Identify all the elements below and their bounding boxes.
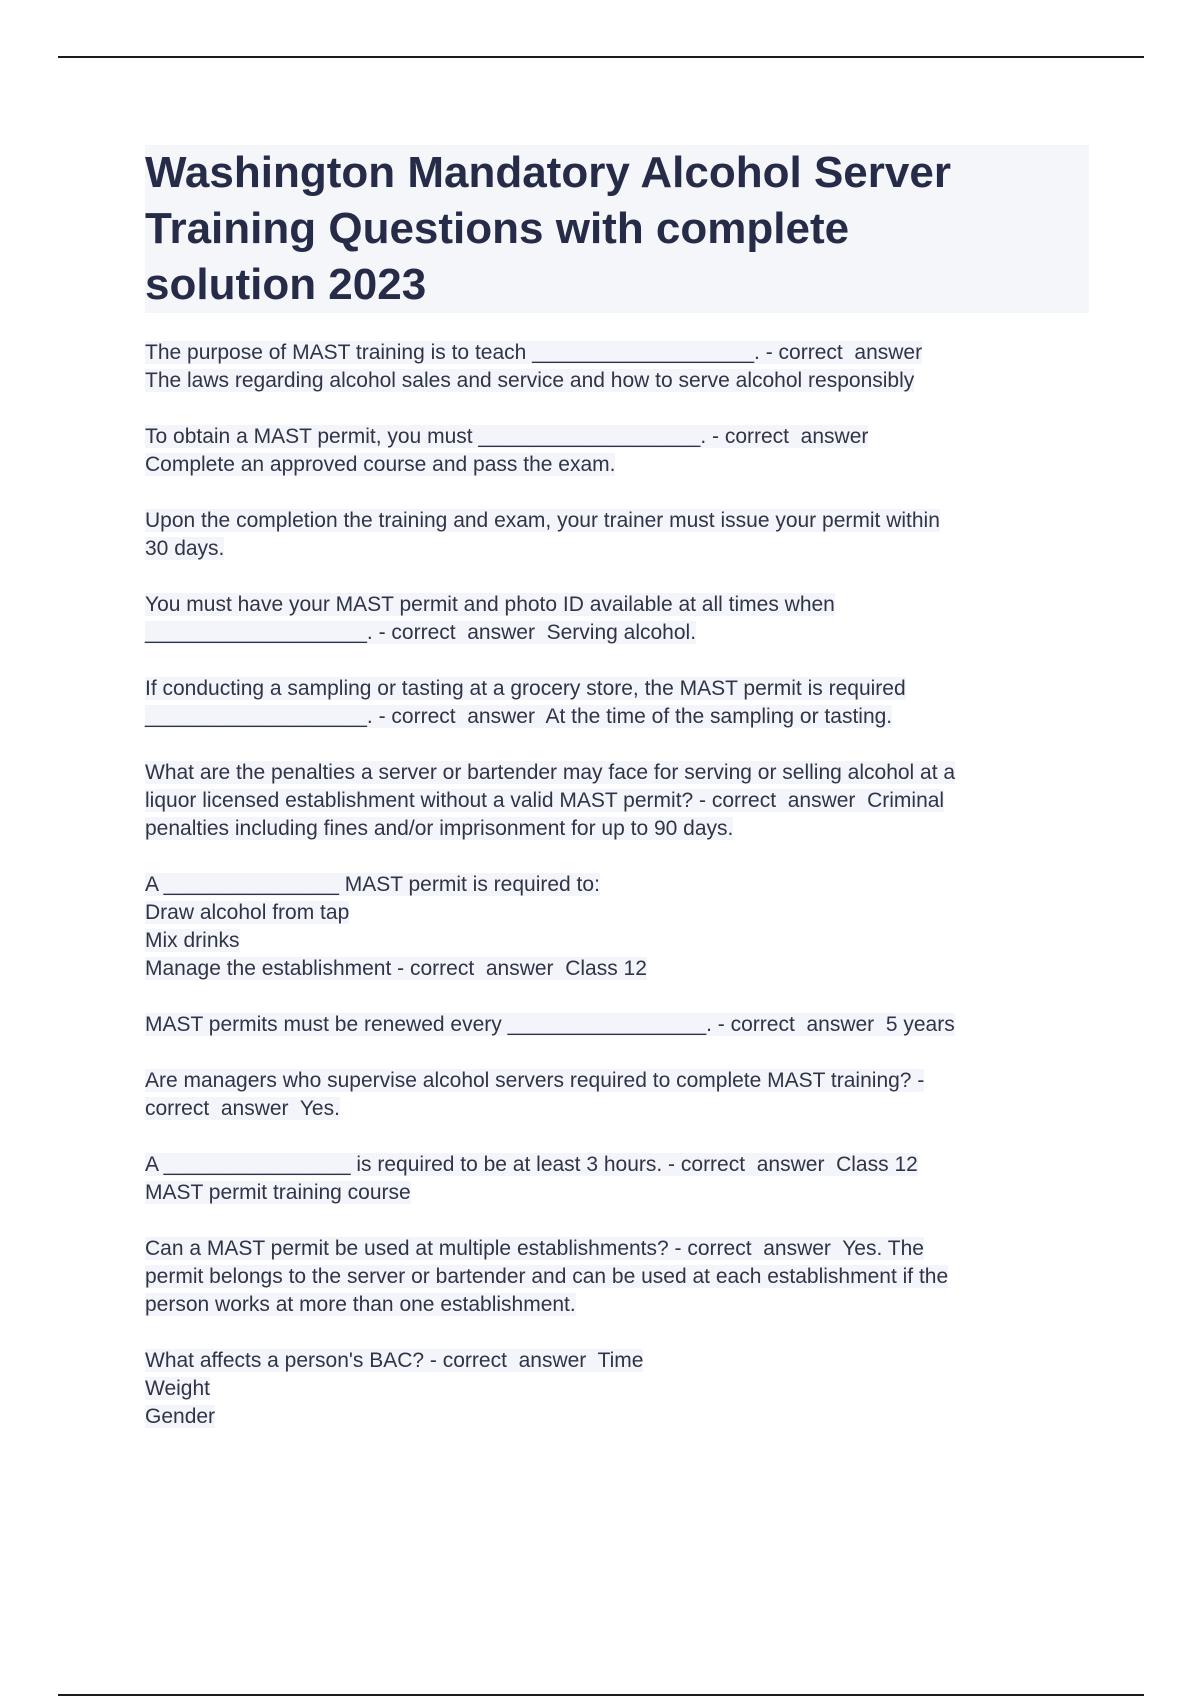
title-block [145,145,1089,313]
qa-line [145,1095,1085,1123]
qa-line-text: What affects a person's BAC? - correct answer Time [145,1349,644,1372]
title-line: solution 2023 [145,260,427,309]
qa-line-text: permit belongs to the server or bartender and can be used at each establishment if the [145,1265,949,1288]
qa-line [145,591,1085,619]
qa-line [145,1291,1085,1319]
qa-line-text: Manage the establishment - correct answer Class 12 [145,957,647,980]
qa-line-text: Mix drinks [145,929,240,952]
document-title [145,145,1089,313]
qa-line-text: Weight [145,1377,210,1400]
qa-line [145,675,1085,703]
qa-line [145,339,1085,367]
qa-line [145,423,1085,451]
qa-line [145,1403,1085,1431]
qa-line-text: Can a MAST permit be used at multiple establishments? - correct answer Yes. The [145,1237,924,1260]
qa-line [145,815,1085,843]
title-line: Washington Mandatory Alcohol Server [145,148,951,197]
qa-line-text: What are the penalties a server or bartender may face for serving or selling alcohol at a [145,761,956,784]
qa-line [145,927,1085,955]
qa-line-text: correct answer Yes. [145,1097,340,1120]
qa-line [145,535,1085,563]
qa-line [145,507,1085,535]
qa-line [145,451,1085,479]
qa-line-text: The purpose of MAST training is to teach ___________________. - correct answer [145,341,923,364]
qa-line-text: MAST permits must be renewed every _________________. - correct answer 5 years [145,1013,955,1036]
bottom-rule [58,1694,1144,1696]
qa-line-text: penalties including fines and/or imprisonment for up to 90 days. [145,817,734,840]
qa-line-text: Complete an approved course and pass the exam. [145,453,616,476]
qa-line [145,1347,1085,1375]
qa-item [145,339,1085,395]
qa-line-text: liquor licensed establishment without a valid MAST permit? - correct answer Criminal [145,789,945,812]
qa-line-text: The laws regarding alcohol sales and service and how to serve alcohol responsibly [145,369,915,392]
qa-line [145,871,1085,899]
qa-line [145,787,1085,815]
qa-item [145,1067,1085,1123]
qa-line-text: MAST permit training course [145,1181,411,1204]
qa-item [145,507,1085,563]
qa-line [145,619,1085,647]
qa-line-text: 30 days. [145,537,225,560]
qa-line [145,1067,1085,1095]
top-rule [58,56,1144,58]
qa-line-text: ___________________. - correct answer At the time of the sampling or tasting. [145,705,893,728]
qa-line-text: Are managers who supervise alcohol servers required to complete MAST training? - [145,1069,925,1092]
qa-line-text: A ________________ is required to be at least 3 hours. - correct answer Class 12 [145,1153,918,1176]
qa-line-text: To obtain a MAST permit, you must ___________________. - correct answer [145,425,869,448]
qa-line [145,1151,1085,1179]
qa-list [145,339,1085,1459]
qa-item [145,1011,1085,1039]
qa-line-text: A _______________ MAST permit is required to: [145,873,600,896]
qa-line-text: Upon the completion the training and exam, your trainer must issue your permit within [145,509,940,532]
qa-item [145,759,1085,843]
qa-line-text: If conducting a sampling or tasting at a grocery store, the MAST permit is required [145,677,906,700]
qa-line [145,1179,1085,1207]
qa-line-text: ___________________. - correct answer Serving alcohol. [145,621,697,644]
qa-line [145,1263,1085,1291]
qa-line [145,1011,1085,1039]
qa-line-text: person works at more than one establishment. [145,1293,576,1316]
qa-item [145,1347,1085,1431]
qa-line [145,703,1085,731]
qa-line [145,955,1085,983]
qa-line [145,1375,1085,1403]
title-line: Training Questions with complete [145,204,850,253]
qa-line [145,899,1085,927]
qa-line-text: Draw alcohol from tap [145,901,350,924]
qa-line-text: Gender [145,1405,216,1428]
qa-item [145,1151,1085,1207]
qa-line [145,759,1085,787]
qa-item [145,591,1085,647]
qa-item [145,871,1085,983]
qa-item [145,675,1085,731]
qa-line [145,367,1085,395]
qa-line-text: You must have your MAST permit and photo ID available at all times when [145,593,835,616]
qa-item [145,423,1085,479]
qa-line [145,1235,1085,1263]
qa-item [145,1235,1085,1319]
